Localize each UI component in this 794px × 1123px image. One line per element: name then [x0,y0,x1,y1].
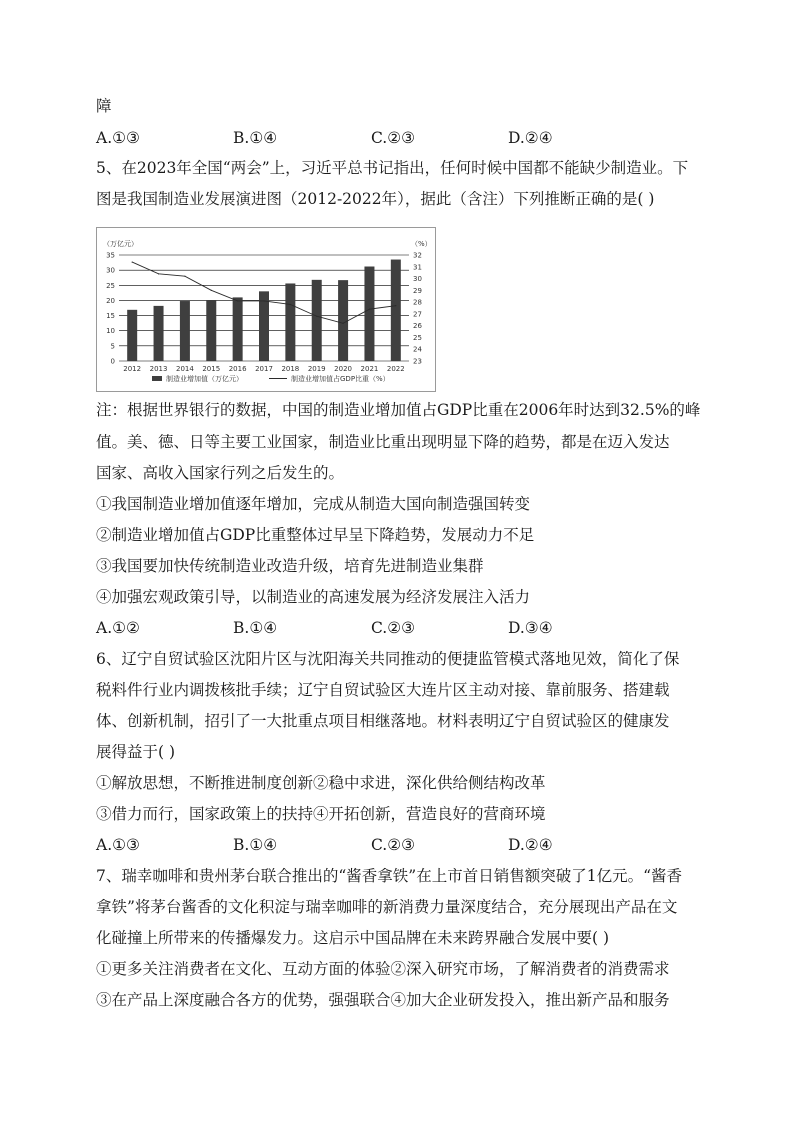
q6-options [96,835,716,855]
ratio-point [263,300,264,301]
right-tick-label: 25 [413,333,422,342]
question-6-line-3: 体、创新机制，招引了一大批重点项目相继落地。材料表明辽宁自贸试验区的健康发 [96,712,670,730]
option-d: D.③④ [508,619,553,637]
option-a: A.①③ [96,836,140,854]
bar [180,301,190,361]
x-tick-label: 2022 [386,365,405,373]
right-tick-label: 27 [413,310,422,319]
left-tick-label: 20 [106,296,115,305]
option-a: A.①③ [96,129,140,147]
statement-4: ④加强宏观政策引导，以制造业的高速发展为经济发展注入活力 [96,588,531,606]
bar [127,310,137,361]
left-axis-unit: （万亿元） [103,240,138,248]
statement-3-4: ③借力而行，国家政策上的扶持④开拓创新，营造良好的营商环境 [96,805,546,823]
q5-options [96,618,716,638]
right-tick-label: 24 [413,345,422,354]
legend-bar-label: 制造业增加值（万亿元） [166,375,243,383]
question-5-line-1: 5、在2023年全国“两会”上，习近平总书记指出，任何时候中国都不能缺少制造业。下 [96,159,689,177]
right-tick-label: 32 [413,251,422,260]
ratio-point [316,316,317,317]
statement-3-4: ③在产品上深度融合各方的优势，强强联合④加大企业研发投入，推出新产品和服务 [96,991,670,1009]
x-tick-label: 2018 [281,365,300,373]
left-tick-label: 10 [106,327,115,336]
option-d: D.②④ [508,129,553,147]
ratio-point [237,300,238,301]
option-b: B.①④ [233,619,278,637]
bar [312,280,322,361]
statement-3: ③我国要加快传统制造业改造升级，培育先进制造业集群 [96,557,484,575]
question-5-line-2: 图是我国制造业发展演进图（2012-2022年），据此（含注）下列推断正确的是( ) [96,190,655,208]
left-tick-label: 35 [106,251,115,260]
question-6-line-4: 展得益于( ) [96,743,176,761]
option-a: A.①② [96,619,140,637]
ratio-point [132,261,133,262]
question-6-line-1: 6、辽宁自贸试验区沈阳片区与沈阳海关共同推动的便捷监管模式落地见效，简化了保 [96,650,680,668]
bar [233,297,243,361]
ratio-point [290,304,291,305]
bar [338,280,348,361]
question-7-line-1: 7、瑞幸咖啡和贵州茅台联合推出的“酱香拿铁”在上市首日销售额突破了1亿元。“酱香 [96,867,682,885]
statement-2: ②制造业增加值占GDP比重整体过早呈下降趋势，发展动力不足 [96,526,535,544]
ratio-point [211,290,212,291]
manufacturing-chart [96,227,436,392]
legend-bar-swatch [152,376,162,381]
x-tick-label: 2012 [123,365,142,373]
right-tick-label: 26 [413,322,422,331]
right-tick-label: 28 [413,298,422,307]
right-tick-label: 30 [413,275,422,284]
ratio-point [395,305,396,306]
x-tick-label: 2019 [307,365,326,373]
option-d: D.②④ [508,836,553,854]
option-c: C.②③ [371,836,416,854]
question-6-line-2: 税料件行业内调拨核批手续；辽宁自贸试验区大连片区主动对接、靠前服务、搭建载 [96,681,670,699]
x-tick-label: 2021 [360,365,379,373]
bar [391,260,401,361]
question-7-line-3: 化碰撞上所带来的传播爆发力。这启示中国品牌在未来跨界融合发展中要( ) [96,929,610,947]
x-tick-label: 2013 [149,365,168,373]
chart-svg [97,228,435,391]
statement-1: ①我国制造业增加值逐年增加，完成从制造大国向制造强国转变 [96,495,531,513]
right-tick-label: 23 [413,357,422,366]
bar [285,283,295,361]
text-line: 障 [96,97,112,115]
right-tick-label: 29 [413,286,422,295]
ratio-point [158,273,159,274]
note-line-2: 值。美、德、日等主要工业国家，制造业比重出现明显下降的趋势，都是在迈入发达 [96,433,670,451]
question-7-line-2: 拿铁”将茅台酱香的文化积淀与瑞幸咖啡的新消费力量深度结合，充分展现出产品在文 [96,898,678,916]
left-tick-label: 30 [106,266,115,275]
note-line-3: 国家、高收入国家行列之后发生的。 [96,464,345,482]
statement-1-2: ①解放思想，不断推进制度创新②稳中求进，深化供给侧结构改革 [96,774,546,792]
x-tick-label: 2015 [202,365,221,373]
note-line-1: 注：根据世界银行的数据，中国的制造业增加值占GDP比重在2006年时达到32.5%的峰 [96,401,701,419]
ratio-point [369,309,370,310]
legend-line-label: 制造业增加值占GDP比重（%） [291,375,390,383]
right-axis-unit: （%） [411,240,432,248]
option-c: C.②③ [371,129,416,147]
x-tick-label: 2017 [255,365,273,373]
left-tick-label: 25 [106,281,115,290]
x-tick-label: 2014 [175,365,194,373]
q4-options [96,128,716,148]
option-b: B.①④ [233,129,278,147]
statement-1-2: ①更多关注消费者在文化、互动方面的体验②深入研究市场，了解消费者的消费需求 [96,960,670,978]
left-tick-label: 15 [106,312,115,321]
ratio-point [184,276,185,277]
option-b: B.①④ [233,836,278,854]
option-c: C.②③ [371,619,416,637]
bar [154,306,164,361]
bar [206,300,216,361]
left-tick-label: 5 [110,342,115,351]
x-tick-label: 2016 [228,365,247,373]
x-tick-label: 2020 [334,365,353,373]
left-tick-label: 0 [110,357,115,366]
right-tick-label: 31 [413,263,422,272]
bar [364,267,374,361]
ratio-point [342,323,343,324]
